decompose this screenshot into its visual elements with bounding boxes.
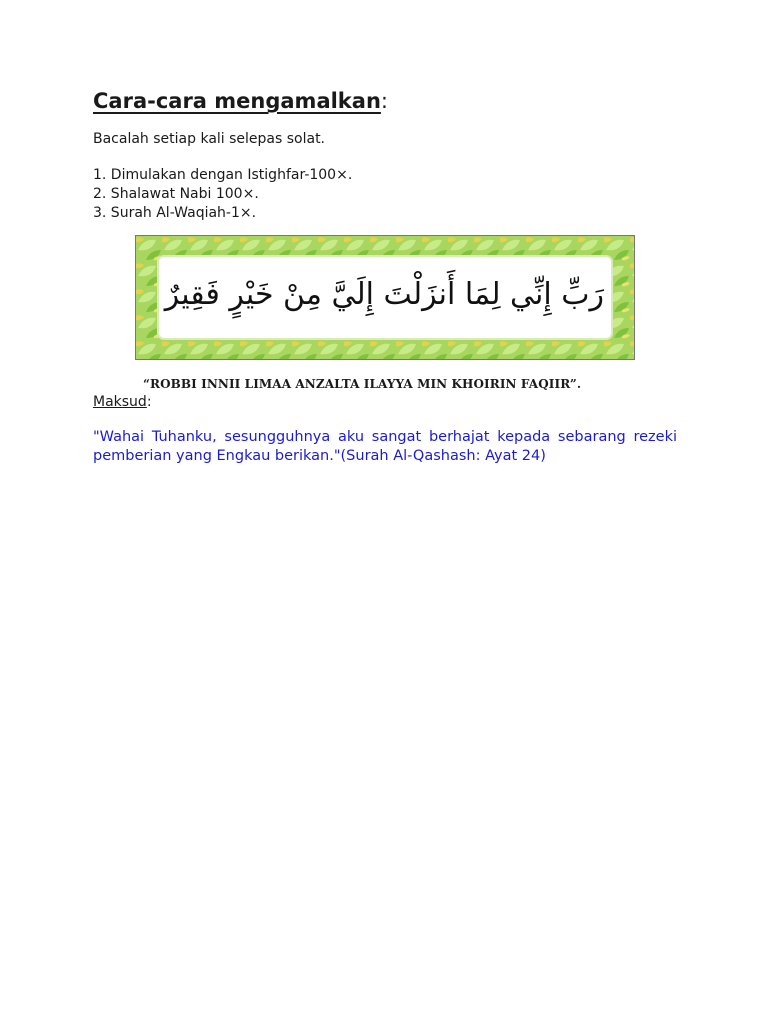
page-title	[93, 84, 677, 118]
intro-text: Bacalah setiap kali selepas solat.	[93, 131, 326, 147]
page-title-colon: :	[380, 89, 388, 113]
step-item: 3. Surah Al-Waqiah-1×.	[93, 205, 257, 221]
arabic-verse: رَبِّ إِنِّي لِمَا أَنزَلْتَ إِلَيَّ مِنْ خَيْرٍ فَقِيرٌ	[164, 277, 604, 312]
document-page	[93, 84, 677, 464]
maksud-label	[93, 393, 152, 412]
maksud-label-text: Maksud	[93, 394, 147, 410]
maksud-label-colon: :	[146, 394, 152, 410]
arabic-calligraphy-banner	[135, 235, 635, 360]
page-title-text: Cara-cara mengamalkan	[93, 89, 381, 113]
transliteration: “ROBBI INNII LIMAA ANZALTA ILAYYA MIN KHOIRIN FAQIIR”.	[143, 377, 582, 391]
steps-list	[93, 166, 677, 223]
step-item: 2. Shalawat Nabi 100×.	[93, 186, 259, 202]
verse-meaning: "Wahai Tuhanku, sesungguhnya aku sangat berhajat kepada sebarang rezeki pemberian yang Engkau berikan."(Surah Al-Qashash: Ayat 24)	[93, 429, 677, 464]
step-item: 1. Dimulakan dengan Istighfar-100×.	[93, 167, 353, 183]
